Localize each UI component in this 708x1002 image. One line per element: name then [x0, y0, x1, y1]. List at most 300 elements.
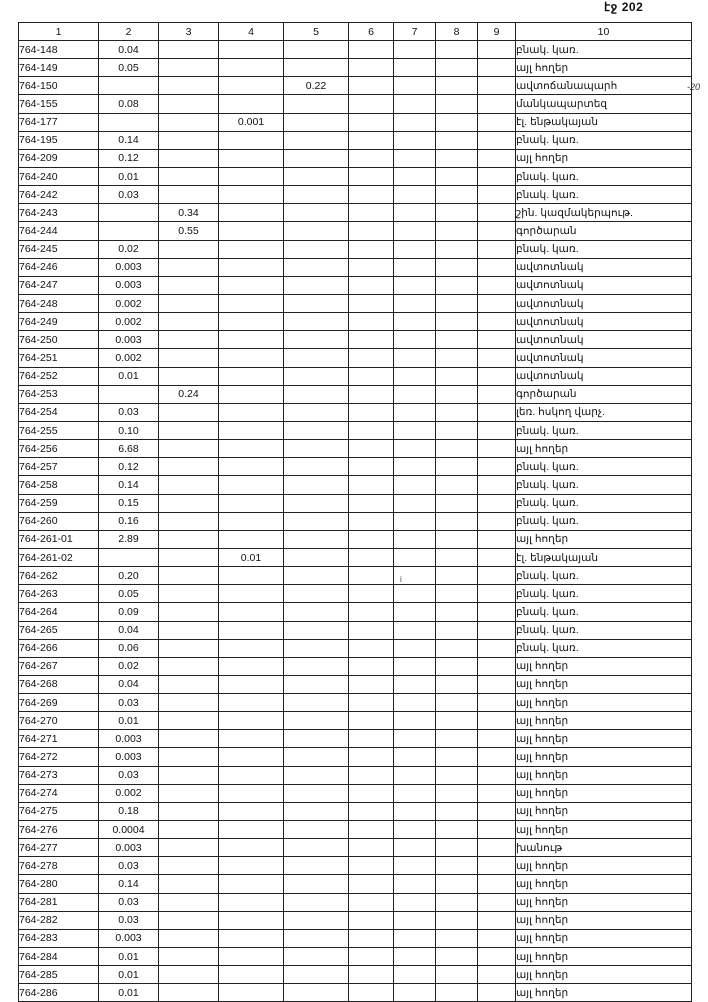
value-col-8-cell [436, 41, 478, 59]
table-row [19, 966, 692, 984]
table-row [19, 331, 692, 349]
value-col-3-cell [159, 113, 219, 131]
value-col-8-cell [436, 240, 478, 258]
value-col-3-cell [159, 276, 219, 294]
table-row [19, 657, 692, 675]
value-col-2-cell: 0.01 [99, 984, 159, 1002]
value-col-9-cell [478, 186, 516, 204]
value-col-6-cell [349, 657, 394, 675]
table-row [19, 240, 692, 258]
value-col-7-cell [394, 875, 436, 893]
value-col-3-cell [159, 512, 219, 530]
value-col-4-cell [219, 839, 284, 857]
table-row [19, 839, 692, 857]
value-col-6-cell [349, 567, 394, 585]
value-col-5-cell [284, 440, 349, 458]
value-col-5-cell [284, 204, 349, 222]
table-row [19, 186, 692, 204]
land-use-cell: մանկապարտեզ [516, 95, 692, 113]
value-col-5-cell [284, 875, 349, 893]
value-col-2-cell: 0.02 [99, 657, 159, 675]
value-col-5-cell [284, 258, 349, 276]
value-col-2-cell [99, 548, 159, 566]
value-col-6-cell [349, 294, 394, 312]
value-col-4-cell: 0.01 [219, 548, 284, 566]
value-col-4-cell: 0.001 [219, 113, 284, 131]
column-header: 6 [349, 23, 394, 41]
value-col-5-cell [284, 802, 349, 820]
value-col-8-cell [436, 639, 478, 657]
land-use-cell: այլ հողեր [516, 784, 692, 802]
value-col-3-cell [159, 294, 219, 312]
table-row [19, 131, 692, 149]
land-use-cell: ավտոտնակ [516, 313, 692, 331]
value-col-9-cell [478, 603, 516, 621]
value-col-7-cell [394, 385, 436, 403]
value-col-4-cell [219, 95, 284, 113]
value-col-6-cell [349, 911, 394, 929]
value-col-8-cell [436, 313, 478, 331]
table-row [19, 857, 692, 875]
value-col-8-cell [436, 331, 478, 349]
value-col-8-cell [436, 694, 478, 712]
value-col-8-cell [436, 59, 478, 77]
value-col-4-cell [219, 857, 284, 875]
table-body [19, 41, 692, 1002]
value-col-2-cell: 0.14 [99, 131, 159, 149]
value-col-6-cell [349, 204, 394, 222]
land-use-cell: ավտոտնակ [516, 258, 692, 276]
value-col-4-cell [219, 948, 284, 966]
value-col-3-cell [159, 131, 219, 149]
land-use-cell: բնակ. կառ. [516, 41, 692, 59]
parcel-code-cell: 764-258 [19, 476, 99, 494]
column-header-row [19, 23, 692, 41]
value-col-8-cell [436, 403, 478, 421]
value-col-4-cell [219, 204, 284, 222]
value-col-3-cell [159, 966, 219, 984]
value-col-7-cell [394, 603, 436, 621]
value-col-2-cell: 0.03 [99, 766, 159, 784]
value-col-4-cell [219, 530, 284, 548]
value-col-7-cell [394, 458, 436, 476]
land-use-cell: այլ հողեր [516, 948, 692, 966]
column-header: 7 [394, 23, 436, 41]
value-col-5-cell [284, 331, 349, 349]
value-col-3-cell [159, 857, 219, 875]
land-use-cell: էլ. ենթակայան [516, 548, 692, 566]
value-col-3-cell [159, 621, 219, 639]
land-use-cell: բնակ. կառ. [516, 494, 692, 512]
value-col-7-cell [394, 77, 436, 95]
land-use-cell: բնակ. կառ. [516, 567, 692, 585]
value-col-3-cell [159, 567, 219, 585]
value-col-7-cell [394, 585, 436, 603]
land-use-cell: բնակ. կառ. [516, 512, 692, 530]
value-col-7-cell [394, 802, 436, 820]
value-col-6-cell [349, 639, 394, 657]
parcel-code-cell: 764-264 [19, 603, 99, 621]
value-col-5-cell [284, 585, 349, 603]
value-col-6-cell [349, 403, 394, 421]
value-col-4-cell [219, 476, 284, 494]
value-col-3-cell [159, 349, 219, 367]
value-col-5-cell [284, 966, 349, 984]
parcel-code-cell: 764-286 [19, 984, 99, 1002]
value-col-5-cell [284, 512, 349, 530]
value-col-9-cell [478, 730, 516, 748]
land-use-cell: այլ հողեր [516, 440, 692, 458]
value-col-9-cell [478, 494, 516, 512]
value-col-9-cell [478, 821, 516, 839]
value-col-9-cell [478, 748, 516, 766]
value-col-9-cell [478, 131, 516, 149]
value-col-5-cell [284, 839, 349, 857]
value-col-5-cell [284, 748, 349, 766]
land-parcel-table [18, 22, 692, 1002]
table-row [19, 530, 692, 548]
value-col-4-cell [219, 730, 284, 748]
value-col-8-cell [436, 276, 478, 294]
table-row [19, 458, 692, 476]
value-col-5-cell [284, 167, 349, 185]
value-col-6-cell [349, 712, 394, 730]
value-col-8-cell [436, 131, 478, 149]
value-col-6-cell [349, 77, 394, 95]
value-col-2-cell: 0.18 [99, 802, 159, 820]
value-col-5-cell [284, 694, 349, 712]
value-col-8-cell [436, 784, 478, 802]
value-col-7-cell [394, 349, 436, 367]
value-col-9-cell [478, 948, 516, 966]
value-col-9-cell [478, 421, 516, 439]
table-row [19, 893, 692, 911]
value-col-3-cell [159, 403, 219, 421]
value-col-2-cell [99, 113, 159, 131]
value-col-7-cell [394, 494, 436, 512]
table-row [19, 694, 692, 712]
land-use-cell: ավտոտնակ [516, 294, 692, 312]
value-col-3-cell [159, 331, 219, 349]
value-col-2-cell [99, 204, 159, 222]
value-col-3-cell [159, 440, 219, 458]
table-row [19, 494, 692, 512]
land-use-cell: գործարան [516, 385, 692, 403]
value-col-5-cell [284, 984, 349, 1002]
value-col-5-cell [284, 403, 349, 421]
column-header: 1 [19, 23, 99, 41]
value-col-9-cell [478, 548, 516, 566]
value-col-9-cell [478, 512, 516, 530]
value-col-9-cell [478, 385, 516, 403]
table-row [19, 367, 692, 385]
land-use-cell: բնակ. կառ. [516, 167, 692, 185]
value-col-2-cell: 0.003 [99, 839, 159, 857]
land-use-cell: լեռ. հսկող վարչ. [516, 403, 692, 421]
value-col-8-cell [436, 440, 478, 458]
value-col-7-cell [394, 712, 436, 730]
value-col-7-cell [394, 186, 436, 204]
value-col-4-cell [219, 512, 284, 530]
value-col-8-cell [436, 294, 478, 312]
table-row [19, 639, 692, 657]
value-col-7-cell [394, 421, 436, 439]
value-col-9-cell [478, 857, 516, 875]
value-col-7-cell [394, 748, 436, 766]
value-col-8-cell [436, 657, 478, 675]
value-col-9-cell [478, 476, 516, 494]
value-col-5-cell [284, 603, 349, 621]
table-row [19, 621, 692, 639]
land-use-cell: խանութ [516, 839, 692, 857]
table-row [19, 440, 692, 458]
parcel-code-cell: 764-242 [19, 186, 99, 204]
value-col-5-cell [284, 530, 349, 548]
value-col-8-cell [436, 385, 478, 403]
value-col-8-cell [436, 512, 478, 530]
land-use-cell: բնակ. կառ. [516, 603, 692, 621]
value-col-7-cell [394, 95, 436, 113]
parcel-code-cell: 764-284 [19, 948, 99, 966]
value-col-6-cell [349, 548, 394, 566]
value-col-9-cell [478, 294, 516, 312]
parcel-code-cell: 764-253 [19, 385, 99, 403]
value-col-9-cell [478, 276, 516, 294]
value-col-9-cell [478, 167, 516, 185]
land-use-cell: այլ հողեր [516, 875, 692, 893]
value-col-9-cell [478, 585, 516, 603]
parcel-code-cell: 764-254 [19, 403, 99, 421]
value-col-5-cell: 0.22 [284, 77, 349, 95]
value-col-6-cell [349, 41, 394, 59]
value-col-6-cell [349, 839, 394, 857]
page-number-label: էջ 202 [604, 0, 644, 14]
value-col-2-cell: 0.03 [99, 403, 159, 421]
value-col-5-cell [284, 349, 349, 367]
value-col-5-cell [284, 766, 349, 784]
value-col-4-cell [219, 349, 284, 367]
value-col-3-cell [159, 748, 219, 766]
value-col-3-cell [159, 984, 219, 1002]
value-col-2-cell: 0.12 [99, 149, 159, 167]
value-col-3-cell [159, 95, 219, 113]
value-col-5-cell [284, 621, 349, 639]
value-col-8-cell [436, 893, 478, 911]
table-row [19, 548, 692, 566]
value-col-7-cell [394, 730, 436, 748]
value-col-4-cell [219, 603, 284, 621]
value-col-5-cell [284, 857, 349, 875]
land-use-cell: այլ հողեր [516, 657, 692, 675]
value-col-7-cell [394, 657, 436, 675]
land-use-cell: այլ հողեր [516, 730, 692, 748]
value-col-8-cell [436, 929, 478, 947]
value-col-3-cell [159, 657, 219, 675]
value-col-3-cell [159, 893, 219, 911]
value-col-3-cell [159, 712, 219, 730]
column-header: 9 [478, 23, 516, 41]
value-col-6-cell [349, 313, 394, 331]
value-col-7-cell [394, 893, 436, 911]
value-col-2-cell: 0.01 [99, 167, 159, 185]
value-col-4-cell [219, 240, 284, 258]
value-col-3-cell [159, 186, 219, 204]
value-col-5-cell [284, 567, 349, 585]
value-col-8-cell [436, 748, 478, 766]
value-col-3-cell [159, 530, 219, 548]
value-col-3-cell [159, 603, 219, 621]
value-col-4-cell [219, 712, 284, 730]
parcel-code-cell: 764-272 [19, 748, 99, 766]
table-row [19, 748, 692, 766]
value-col-4-cell [219, 59, 284, 77]
value-col-8-cell [436, 458, 478, 476]
value-col-8-cell [436, 204, 478, 222]
value-col-8-cell [436, 712, 478, 730]
parcel-code-cell: 764-263 [19, 585, 99, 603]
value-col-4-cell [219, 657, 284, 675]
land-use-cell: բնակ. կառ. [516, 240, 692, 258]
value-col-2-cell [99, 77, 159, 95]
land-use-cell: շին. կազմակերպութ. [516, 204, 692, 222]
value-col-8-cell [436, 149, 478, 167]
value-col-9-cell [478, 984, 516, 1002]
value-col-3-cell [159, 149, 219, 167]
value-col-4-cell [219, 911, 284, 929]
value-col-2-cell: 0.0004 [99, 821, 159, 839]
value-col-4-cell [219, 784, 284, 802]
value-col-6-cell [349, 349, 394, 367]
value-col-7-cell [394, 294, 436, 312]
table-row [19, 349, 692, 367]
value-col-8-cell [436, 948, 478, 966]
value-col-7-cell [394, 530, 436, 548]
value-col-3-cell [159, 458, 219, 476]
value-col-3-cell [159, 875, 219, 893]
parcel-code-cell: 764-257 [19, 458, 99, 476]
value-col-9-cell [478, 77, 516, 95]
value-col-3-cell: 0.34 [159, 204, 219, 222]
value-col-2-cell [99, 385, 159, 403]
value-col-4-cell [219, 984, 284, 1002]
value-col-6-cell [349, 240, 394, 258]
value-col-5-cell [284, 911, 349, 929]
value-col-6-cell [349, 458, 394, 476]
value-col-8-cell [436, 494, 478, 512]
value-col-7-cell [394, 222, 436, 240]
value-col-6-cell [349, 331, 394, 349]
value-col-4-cell [219, 403, 284, 421]
value-col-2-cell: 0.05 [99, 59, 159, 77]
value-col-6-cell [349, 59, 394, 77]
parcel-code-cell: 764-281 [19, 893, 99, 911]
value-col-9-cell [478, 694, 516, 712]
value-col-8-cell [436, 821, 478, 839]
value-col-9-cell [478, 240, 516, 258]
value-col-7-cell [394, 41, 436, 59]
value-col-3-cell [159, 494, 219, 512]
value-col-5-cell [284, 494, 349, 512]
value-col-5-cell [284, 675, 349, 693]
table-row [19, 875, 692, 893]
land-use-cell: այլ հողեր [516, 59, 692, 77]
table-row [19, 675, 692, 693]
land-use-cell: բնակ. կառ. [516, 476, 692, 494]
table-row [19, 784, 692, 802]
value-col-7-cell [394, 240, 436, 258]
value-col-9-cell [478, 675, 516, 693]
value-col-6-cell [349, 113, 394, 131]
table-row [19, 59, 692, 77]
value-col-6-cell [349, 784, 394, 802]
value-col-3-cell [159, 821, 219, 839]
value-col-2-cell: 0.003 [99, 331, 159, 349]
value-col-7-cell [394, 766, 436, 784]
value-col-8-cell [436, 621, 478, 639]
value-col-3-cell [159, 675, 219, 693]
parcel-code-cell: 764-249 [19, 313, 99, 331]
value-col-6-cell [349, 258, 394, 276]
table-row [19, 385, 692, 403]
value-col-2-cell: 0.03 [99, 857, 159, 875]
value-col-4-cell [219, 494, 284, 512]
value-col-2-cell: 0.003 [99, 929, 159, 947]
value-col-9-cell [478, 113, 516, 131]
value-col-2-cell: 0.03 [99, 911, 159, 929]
value-col-6-cell [349, 621, 394, 639]
value-col-7-cell [394, 621, 436, 639]
value-col-5-cell [284, 784, 349, 802]
land-use-cell: այլ հողեր [516, 857, 692, 875]
table-row [19, 276, 692, 294]
value-col-5-cell [284, 313, 349, 331]
value-col-5-cell [284, 131, 349, 149]
column-header: 2 [99, 23, 159, 41]
value-col-6-cell [349, 948, 394, 966]
value-col-2-cell: 0.003 [99, 276, 159, 294]
parcel-code-cell: 764-195 [19, 131, 99, 149]
land-use-cell: գործարան [516, 222, 692, 240]
value-col-3-cell [159, 784, 219, 802]
value-col-7-cell [394, 131, 436, 149]
land-use-cell: այլ հողեր [516, 893, 692, 911]
value-col-2-cell: 0.002 [99, 784, 159, 802]
land-use-cell: այլ հողեր [516, 694, 692, 712]
value-col-9-cell [478, 41, 516, 59]
value-col-4-cell [219, 258, 284, 276]
parcel-code-cell: 764-260 [19, 512, 99, 530]
land-use-cell: բնակ. կառ. [516, 421, 692, 439]
value-col-2-cell: 0.01 [99, 367, 159, 385]
value-col-3-cell: 0.24 [159, 385, 219, 403]
value-col-5-cell [284, 548, 349, 566]
value-col-3-cell [159, 948, 219, 966]
value-col-6-cell [349, 186, 394, 204]
value-col-5-cell [284, 929, 349, 947]
value-col-2-cell: 0.15 [99, 494, 159, 512]
table-row [19, 421, 692, 439]
value-col-6-cell [349, 95, 394, 113]
land-use-cell: էլ. ենթակայան [516, 113, 692, 131]
value-col-4-cell [219, 385, 284, 403]
value-col-9-cell [478, 349, 516, 367]
value-col-2-cell: 0.01 [99, 712, 159, 730]
value-col-5-cell [284, 948, 349, 966]
parcel-code-cell: 764-282 [19, 911, 99, 929]
value-col-5-cell [284, 113, 349, 131]
value-col-2-cell: 0.01 [99, 966, 159, 984]
value-col-9-cell [478, 639, 516, 657]
